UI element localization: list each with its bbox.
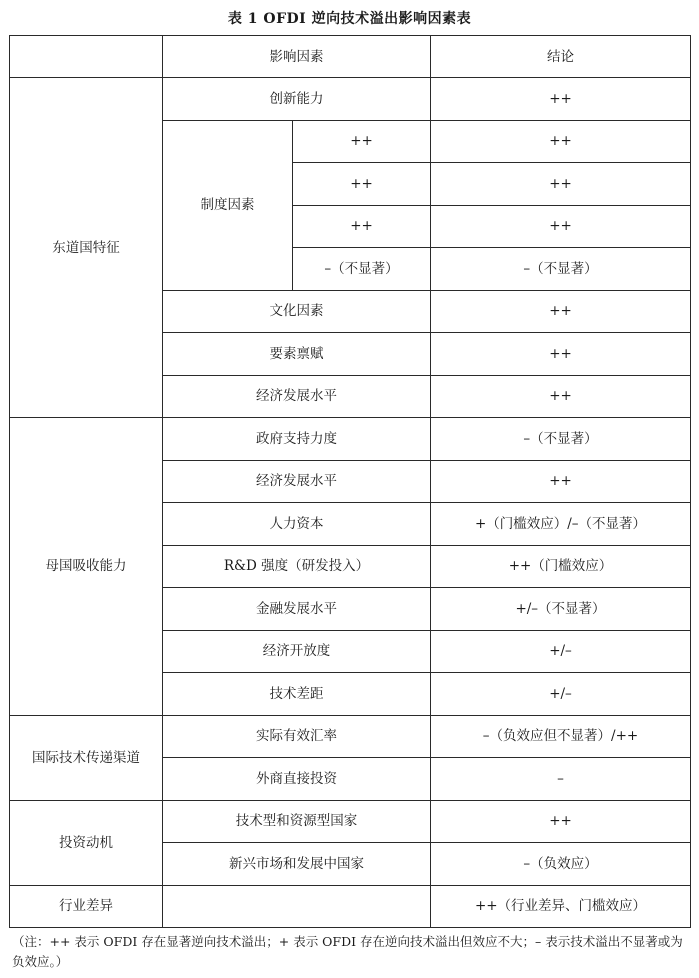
conclusion-cell: ++ [431, 460, 691, 503]
factor-cell: 外商直接投资 [163, 758, 431, 801]
table-footnote: （注：++ 表示 OFDI 存在显著逆向技术溢出；+ 表示 OFDI 存在逆向技术溢出但效应不大；– 表示技术溢出不显著或为负效应。） [12, 934, 683, 969]
factor-cell: 经济开放度 [163, 630, 431, 673]
header-empty-cell [10, 36, 163, 78]
factor-cell: 人力资本 [163, 503, 431, 546]
conclusion-cell: +/– [431, 630, 691, 673]
group-industry-difference: 行业差异 [10, 885, 163, 928]
conclusion-cell: ++（门槛效应） [431, 545, 691, 588]
conclusion-cell: ++ [431, 163, 691, 206]
table-row [10, 78, 691, 121]
conclusion-cell: ++ [431, 375, 691, 418]
conclusion-cell: –（负效应但不显著）/++ [431, 715, 691, 758]
factor-cell: 创新能力 [163, 78, 431, 121]
table-title: 表 1 OFDI 逆向技术溢出影响因素表 [227, 11, 472, 27]
factor-cell: 技术差距 [163, 673, 431, 716]
group-host-country: 东道国特征 [10, 78, 163, 418]
group-home-country: 母国吸收能力 [10, 418, 163, 716]
conclusion-cell: ++ [431, 120, 691, 163]
factor-cell: 技术型和资源型国家 [163, 800, 431, 843]
conclusion-cell: +（门槛效应）/–（不显著） [431, 503, 691, 546]
table-row [10, 418, 691, 461]
factor-cell: 经济发展水平 [163, 460, 431, 503]
factor-cell: 新兴市场和发展中国家 [163, 843, 431, 886]
sub-factor-cell: ++ [293, 120, 431, 163]
conclusion-cell: ++ [431, 205, 691, 248]
table-row [10, 800, 691, 843]
factor-cell: 政府支持力度 [163, 418, 431, 461]
conclusion-cell: –（不显著） [431, 248, 691, 291]
table-row [10, 885, 691, 928]
conclusion-cell: ++ [431, 78, 691, 121]
conclusion-cell: ++（行业差异、门槛效应） [431, 885, 691, 928]
header-conclusion: 结论 [431, 36, 691, 78]
conclusion-cell: ++ [431, 800, 691, 843]
group-transfer-channel: 国际技术传递渠道 [10, 715, 163, 800]
factor-cell: 文化因素 [163, 290, 431, 333]
factor-cell: 经济发展水平 [163, 375, 431, 418]
conclusion-cell: –（不显著） [431, 418, 691, 461]
factors-table [9, 35, 691, 928]
table-row [10, 715, 691, 758]
conclusion-cell: +/– [431, 673, 691, 716]
institution-factor-cell: 制度因素 [163, 120, 293, 290]
sub-factor-cell: –（不显著） [293, 248, 431, 291]
conclusion-cell: ++ [431, 290, 691, 333]
conclusion-cell: – [431, 758, 691, 801]
sub-factor-cell: ++ [293, 205, 431, 248]
conclusion-cell: +/–（不显著） [431, 588, 691, 631]
factor-cell [163, 885, 431, 928]
factor-cell: 金融发展水平 [163, 588, 431, 631]
header-factor: 影响因素 [163, 36, 431, 78]
sub-factor-cell: ++ [293, 163, 431, 206]
factor-cell: 要素禀赋 [163, 333, 431, 376]
table-header-row [10, 36, 691, 78]
factor-cell: 实际有效汇率 [163, 715, 431, 758]
group-investment-motive: 投资动机 [10, 800, 163, 885]
conclusion-cell: ++ [431, 333, 691, 376]
factor-cell: R&D 强度（研发投入） [163, 545, 431, 588]
conclusion-cell: –（负效应） [431, 843, 691, 886]
